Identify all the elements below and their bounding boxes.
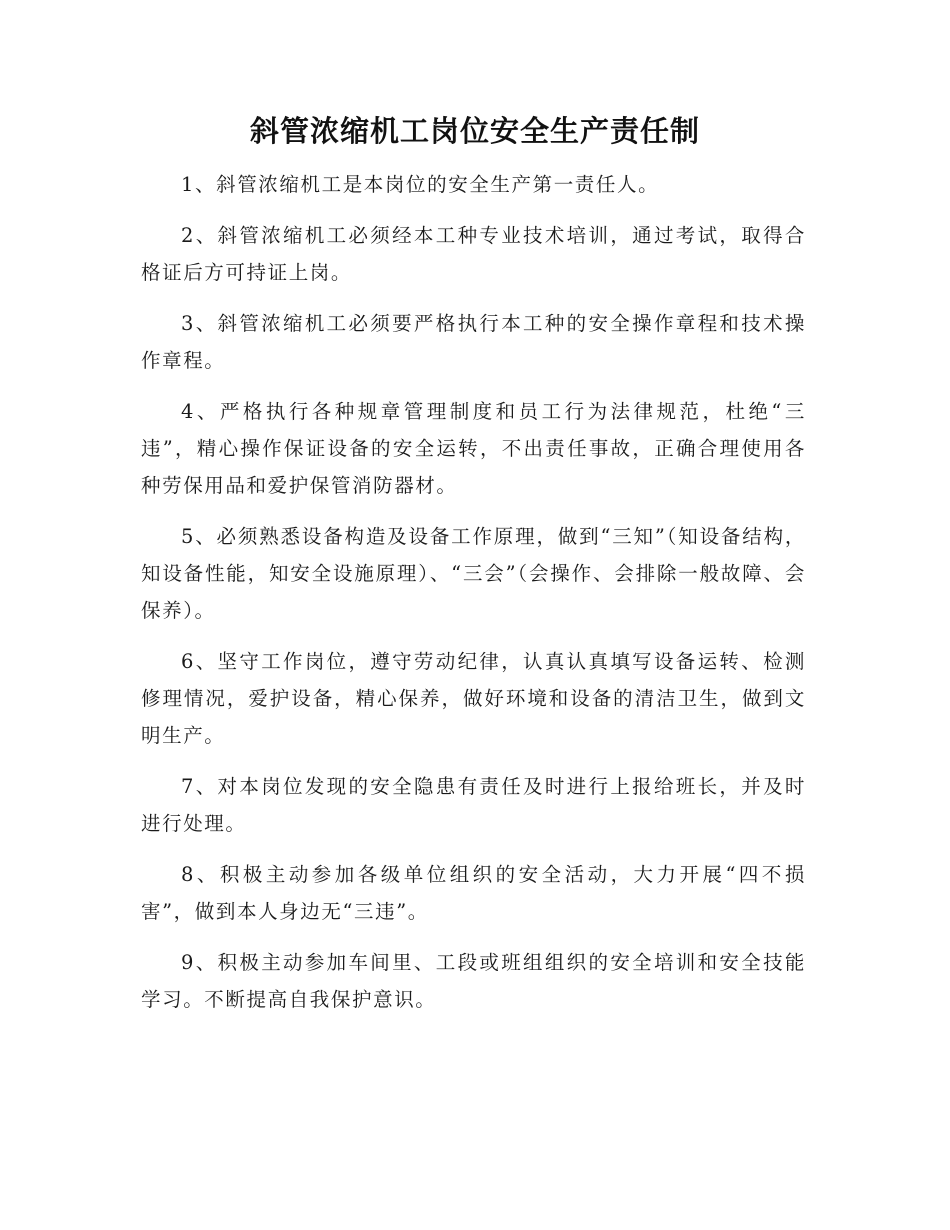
document-body (141, 166, 806, 1032)
paragraph-3: 3、斜管浓缩机工必须要严格执行本工种的安全操作章程和技术操作章程。 (141, 312, 806, 372)
paragraph-6: 6、坚守工作岗位，遵守劳动纪律，认真认真填写设备运转、检测修理情况，爱护设备，精心保养，做好环境和设备的清洁卫生，做到文明生产。 (141, 650, 806, 747)
paragraph-1: 1、斜管浓缩机工是本岗位的安全生产第一责任人。 (181, 173, 660, 196)
paragraph-7: 7、对本岗位发现的安全隐患有责任及时进行上报给班长，并及时进行处理。 (141, 775, 806, 835)
paragraph-8: 8、积极主动参加各级单位组织的安全活动，大力开展“四不损害”，做到本人身边无“三违”。 (141, 863, 806, 923)
paragraph-9: 9、积极主动参加车间里、工段或班组组织的安全培训和安全技能学习。不断提高自我保护意识。 (141, 951, 806, 1011)
paragraph-2: 2、斜管浓缩机工必须经本工种专业技术培训，通过考试，取得合格证后方可持证上岗。 (141, 224, 806, 284)
paragraph-5: 5、必须熟悉设备构造及设备工作原理，做到“三知”（知设备结构，知设备性能，知安全设施原理）、“三会”（会操作、会排除一般故障、会保养）。 (141, 525, 806, 622)
document-title: 斜管浓缩机工岗位安全生产责任制 (249, 114, 700, 148)
paragraph-4: 4、严格执行各种规章管理制度和员工行为法律规范，杜绝“三违”，精心操作保证设备的安全运转，不出责任事故，正确合理使用各种劳保用品和爱护保管消防器材。 (141, 400, 806, 497)
